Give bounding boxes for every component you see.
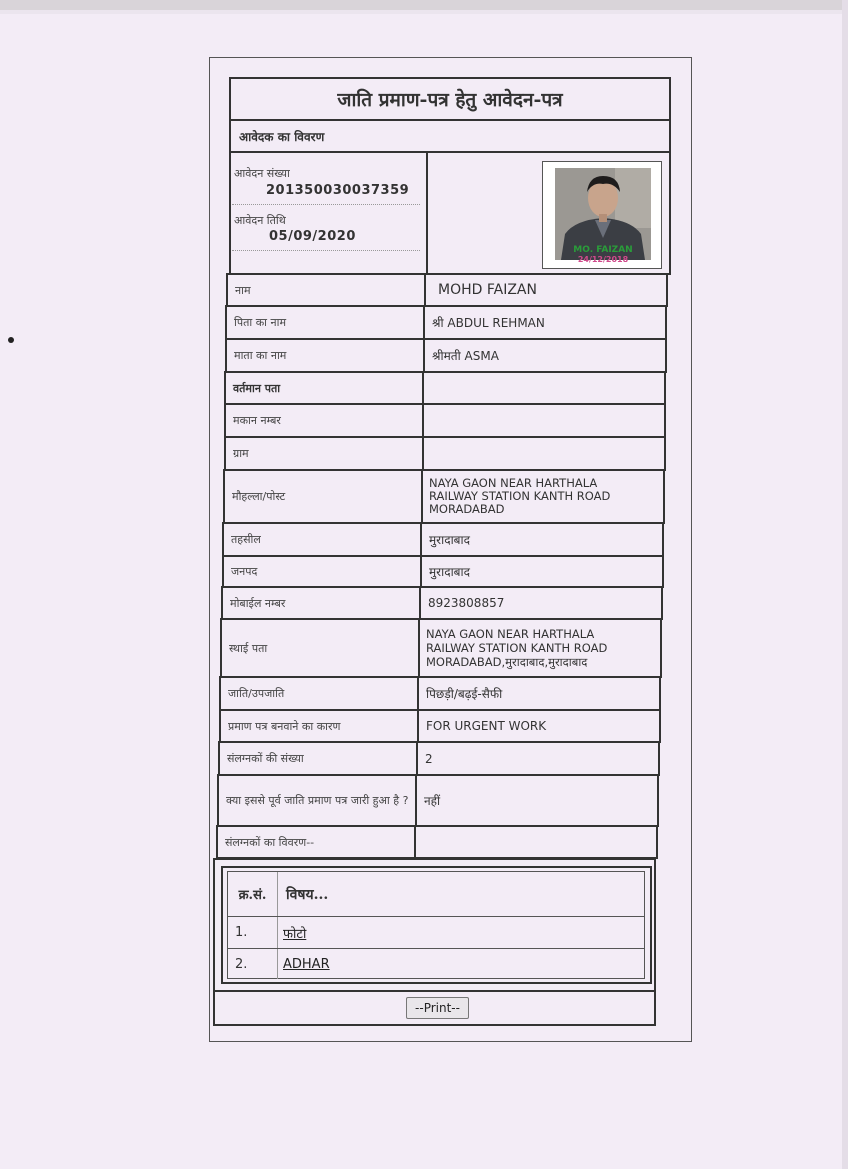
application-date: 05/09/2020	[269, 229, 356, 244]
row-value-locality-post: NAYA GAON NEAR HARTHALA RAILWAY STATION KANTH ROAD MORADABAD	[421, 469, 665, 524]
row-value-village	[422, 436, 666, 471]
row-label-caste: जाति/उपजाति	[219, 676, 419, 711]
application-number: 201350030037359	[266, 183, 410, 198]
row-label-previous-certificate: क्या इससे पूर्व जाति प्रमाण पत्र जारी हुआ है ?	[217, 774, 417, 827]
row-value-house-number	[422, 403, 666, 438]
attachment-row-number: 1.	[228, 917, 278, 948]
row-value-caste: पिछड़ी/बढ़ई-सैफी	[417, 676, 661, 711]
row-value-attachment-count: 2	[416, 741, 660, 776]
attachments-header-number: क्र.सं.	[228, 872, 278, 916]
row-value-reason: FOR URGENT WORK	[417, 709, 661, 743]
row-label-reason: प्रमाण पत्र बनवाने का कारण	[219, 709, 419, 743]
row-value-father-name: श्री ABDUL REHMAN	[423, 305, 667, 340]
row-label-mobile: मोबाईल नम्बर	[221, 586, 421, 620]
row-value-mother-name: श्रीमती ASMA	[423, 338, 667, 373]
scan-edge-top	[0, 0, 848, 10]
row-label-locality-post: मौहल्ला/पोस्ट	[223, 469, 423, 524]
section-heading: आवेदक का विवरण	[229, 119, 671, 153]
attachment-row-subject	[278, 917, 644, 948]
info-divider	[232, 250, 420, 251]
row-label-name: नाम	[226, 273, 426, 307]
row-value-tehsil: मुरादाबाद	[420, 522, 664, 557]
application-date-label: आवेदन तिथि	[234, 214, 286, 227]
scan-speck	[8, 337, 14, 343]
attachment-row-subject	[278, 949, 644, 979]
attachment-link-adhar[interactable]: ADHAR	[283, 956, 330, 972]
row-value-previous-certificate: नहीं	[415, 774, 659, 827]
row-value-current-address	[422, 371, 666, 405]
row-value-name: MOHD FAIZAN	[424, 273, 668, 307]
attachments-header-subject: विषय...	[286, 886, 329, 903]
row-value-permanent-address: NAYA GAON NEAR HARTHALA RAILWAY STATION KANTH ROAD MORADABAD,मुरादाबाद,मुरादाबाद	[418, 618, 662, 678]
attachment-row-number: 2.	[228, 949, 278, 979]
row-label-tehsil: तहसील	[222, 522, 422, 557]
row-label-attachment-count: संलग्नकों की संख्या	[218, 741, 418, 776]
row-label-mother-name: माता का नाम	[225, 338, 425, 373]
photo-stamp	[555, 246, 651, 264]
row-value-district: मुरादाबाद	[420, 555, 664, 588]
row-label-district: जनपद	[222, 555, 422, 588]
row-label-attachment-details: संलग्नकों का विवरण--	[216, 825, 416, 859]
print-button[interactable]: --Print--	[406, 997, 469, 1019]
application-number-label: आवेदन संख्या	[234, 167, 290, 180]
scan-edge-top-shade	[0, 10, 848, 14]
attachment-link-photo[interactable]: फोटो	[283, 926, 307, 942]
scan-edge-right	[842, 0, 848, 1169]
row-label-house-number: मकान नम्बर	[224, 403, 424, 438]
photo-stamp-date: 24/12/2018	[577, 255, 629, 264]
row-label-current-address: वर्तमान पता	[224, 371, 424, 405]
photo-stamp-name: MO. FAIZAN	[573, 245, 633, 255]
row-value-attachment-details	[414, 825, 658, 859]
row-label-permanent-address: स्थाई पता	[220, 618, 420, 678]
row-label-village: ग्राम	[224, 436, 424, 471]
row-label-father-name: पिता का नाम	[225, 305, 425, 340]
form-title: जाति प्रमाण-पत्र हेतु आवेदन-पत्र	[229, 77, 671, 121]
row-value-mobile: 8923808857	[419, 586, 663, 620]
info-divider	[232, 204, 420, 205]
